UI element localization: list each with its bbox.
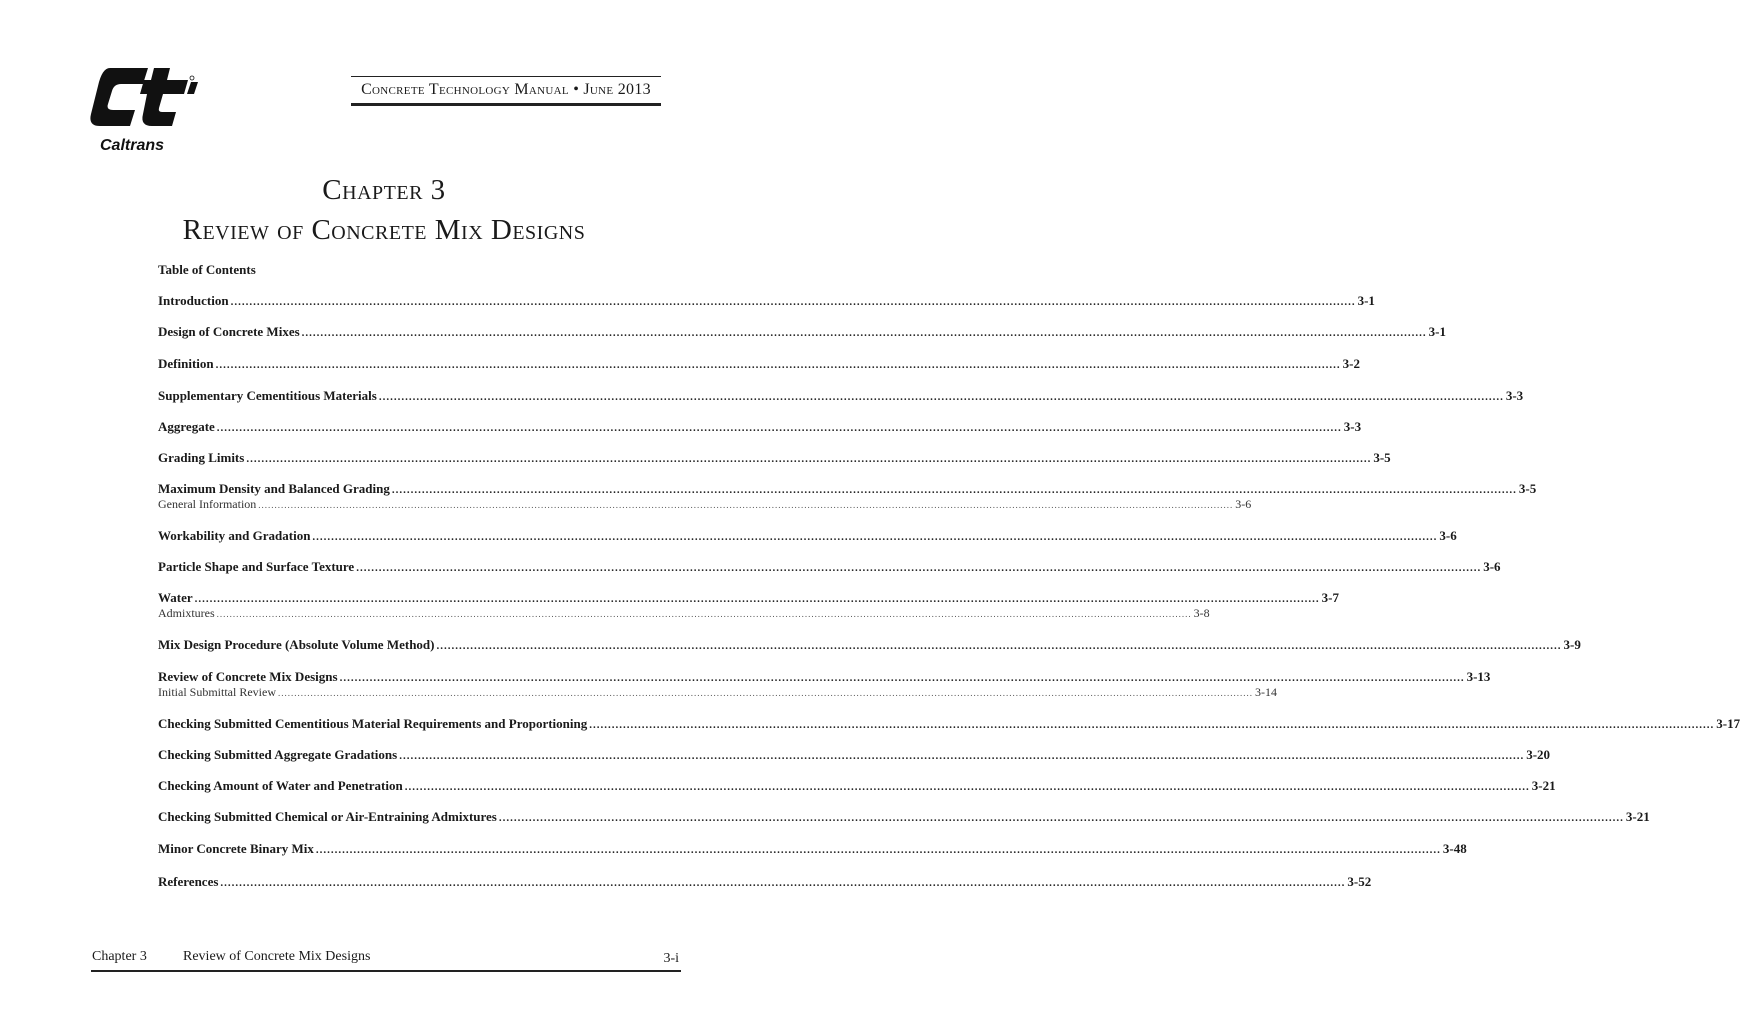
toc-heading: Table of Contents bbox=[158, 262, 256, 277]
toc-entry bbox=[158, 685, 1277, 701]
toc-entry-page: 3-5 bbox=[1518, 481, 1537, 496]
toc-entry-page: 3-1 bbox=[1428, 324, 1446, 339]
toc-entry-page: 3-5 bbox=[1373, 450, 1391, 465]
toc-entry-page: 3-6 bbox=[1483, 559, 1501, 574]
toc-leader-dots: ............................................................................................................................................................................................................................................................................................................ bbox=[404, 781, 1530, 793]
toc-leader-dots: ............................................................................................................................................................................................................................................................................................................ bbox=[436, 640, 1562, 652]
toc-entry-label: Particle Shape and Surface Texture bbox=[158, 559, 355, 574]
chapter-subtitle: Review of Concrete Mix Designs bbox=[182, 214, 586, 246]
toc-leader-dots: ............................................................................................................................................................................................................................................................................................................ bbox=[258, 500, 1234, 510]
toc-entry-page: 3-3 bbox=[1343, 419, 1362, 434]
toc-entry bbox=[158, 481, 1537, 497]
toc-leader-dots: ............................................................................................................................................................................................................................................................................................................ bbox=[301, 327, 1427, 339]
toc-entry-page: 3-6 bbox=[1439, 528, 1457, 543]
toc-leader-dots: ............................................................................................................................................................................................................................................................................................................ bbox=[246, 453, 1372, 465]
toc-entry-page: 3-1 bbox=[1357, 293, 1375, 308]
toc-entry bbox=[158, 356, 1360, 372]
toc-entry-label: Admixtures bbox=[158, 606, 215, 620]
toc-entry-label: Checking Submitted Chemical or Air-Entraining Admixtures bbox=[158, 809, 497, 824]
toc-entry bbox=[158, 716, 1740, 732]
toc-entry-label: Aggregate bbox=[158, 419, 215, 434]
toc-entry bbox=[158, 324, 1446, 340]
page-footer bbox=[91, 948, 681, 972]
toc-leader-dots: ............................................................................................................................................................................................................................................................................................................ bbox=[339, 672, 1465, 684]
manual-title: Concrete Technology Manual • June 2013 bbox=[361, 81, 651, 98]
caltrans-ct-logo-icon bbox=[88, 66, 200, 156]
toc-entry-label: Checking Amount of Water and Penetration bbox=[158, 778, 403, 793]
toc-leader-dots: ............................................................................................................................................................................................................................................................................................................ bbox=[216, 609, 1192, 619]
toc-leader-dots: ............................................................................................................................................................................................................................................................................................................ bbox=[399, 750, 1525, 762]
toc-leader-dots: ............................................................................................................................................................................................................................................................................................................ bbox=[356, 562, 1482, 574]
footer-chapter: Chapter 3 bbox=[92, 949, 147, 964]
toc-entry-page: 3-13 bbox=[1466, 669, 1491, 684]
toc-entry-label: Mix Design Procedure (Absolute Volume Method) bbox=[158, 637, 435, 652]
toc-entry-label: Checking Submitted Aggregate Gradations bbox=[158, 747, 398, 762]
caltrans-logo bbox=[88, 66, 200, 156]
toc-leader-dots: ............................................................................................................................................................................................................................................................................................................ bbox=[391, 484, 1517, 496]
toc-entry-label: Definition bbox=[158, 356, 214, 371]
toc-entry-label: Water bbox=[158, 590, 193, 605]
toc-entry bbox=[158, 747, 1551, 763]
toc-entry-label: Checking Submitted Cementitious Material Requirements and Proportioning bbox=[158, 716, 588, 731]
toc-entry-page: 3-6 bbox=[1235, 497, 1252, 511]
toc-entry-label: Supplementary Cementitious Materials bbox=[158, 388, 377, 403]
toc-entry bbox=[158, 606, 1210, 622]
toc-entry-page: 3-7 bbox=[1321, 590, 1339, 605]
toc-leader-dots: ............................................................................................................................................................................................................................................................................................................ bbox=[589, 719, 1715, 731]
toc-entry-label: Initial Submittal Review bbox=[158, 685, 276, 699]
toc-entry-page: 3-3 bbox=[1505, 388, 1524, 403]
toc-entry-label: Grading Limits bbox=[158, 450, 245, 465]
toc-entry-label: Minor Concrete Binary Mix bbox=[158, 841, 314, 856]
toc-entry bbox=[158, 841, 1467, 857]
toc-entry bbox=[158, 669, 1491, 685]
toc-leader-dots: ............................................................................................................................................................................................................................................................................................................ bbox=[216, 422, 1342, 434]
toc-entry-label: References bbox=[158, 874, 219, 889]
toc-entry-page: 3-9 bbox=[1563, 637, 1581, 652]
toc-entry-page: 3-48 bbox=[1442, 841, 1467, 856]
toc-leader-dots: ............................................................................................................................................................................................................................................................................................................ bbox=[215, 359, 1341, 371]
toc-entry bbox=[158, 809, 1650, 825]
toc-leader-dots: ............................................................................................................................................................................................................................................................................................................ bbox=[230, 296, 1356, 308]
toc-entry bbox=[158, 778, 1556, 794]
toc-leader-dots: ............................................................................................................................................................................................................................................................................................................ bbox=[498, 812, 1624, 824]
toc-entry-page: 3-2 bbox=[1342, 356, 1360, 371]
toc-entry-page: 3-52 bbox=[1347, 874, 1372, 889]
toc-entry bbox=[158, 590, 1339, 606]
toc-entry bbox=[158, 528, 1457, 544]
toc-entry bbox=[158, 293, 1375, 309]
toc-leader-dots: ............................................................................................................................................................................................................................................................................................................ bbox=[277, 688, 1253, 698]
manual-header bbox=[351, 76, 661, 106]
toc-entry-label: General Information bbox=[158, 497, 257, 511]
toc-entry-label: Review of Concrete Mix Designs bbox=[158, 669, 338, 684]
toc-entry-page: 3-14 bbox=[1254, 685, 1277, 699]
toc-entry-page: 3-21 bbox=[1625, 809, 1650, 824]
footer-title: Review of Concrete Mix Designs bbox=[183, 949, 371, 964]
toc-entry-page: 3-17 bbox=[1716, 716, 1740, 731]
toc-leader-dots: ............................................................................................................................................................................................................................................................................................................ bbox=[378, 391, 1504, 403]
toc-entry-page: 3-20 bbox=[1526, 747, 1551, 762]
toc-entry-label: Design of Concrete Mixes bbox=[158, 324, 300, 339]
toc-entry-label: Maximum Density and Balanced Grading bbox=[158, 481, 390, 496]
toc-leader-dots: ............................................................................................................................................................................................................................................................................................................ bbox=[315, 844, 1441, 856]
toc-entry bbox=[158, 388, 1524, 404]
toc-leader-dots: ............................................................................................................................................................................................................................................................................................................ bbox=[220, 877, 1346, 889]
toc-entry bbox=[158, 497, 1252, 513]
chapter-title: Chapter 3 bbox=[322, 174, 446, 206]
toc-entry-page: 3-21 bbox=[1531, 778, 1556, 793]
footer-page-number: 3-i bbox=[663, 951, 679, 966]
toc-entry bbox=[158, 450, 1391, 466]
toc-entry bbox=[158, 637, 1581, 653]
logo-wordmark: Caltrans bbox=[100, 137, 165, 154]
toc-leader-dots: ............................................................................................................................................................................................................................................................................................................ bbox=[194, 593, 1320, 605]
toc-entry bbox=[158, 419, 1362, 435]
toc-entry bbox=[158, 559, 1501, 575]
toc-entry bbox=[158, 874, 1372, 890]
toc-entry-page: 3-8 bbox=[1193, 606, 1210, 620]
toc-entry-label: Introduction bbox=[158, 293, 229, 308]
toc-leader-dots: ............................................................................................................................................................................................................................................................................................................ bbox=[312, 531, 1438, 543]
toc-entry-label: Workability and Gradation bbox=[158, 528, 311, 543]
